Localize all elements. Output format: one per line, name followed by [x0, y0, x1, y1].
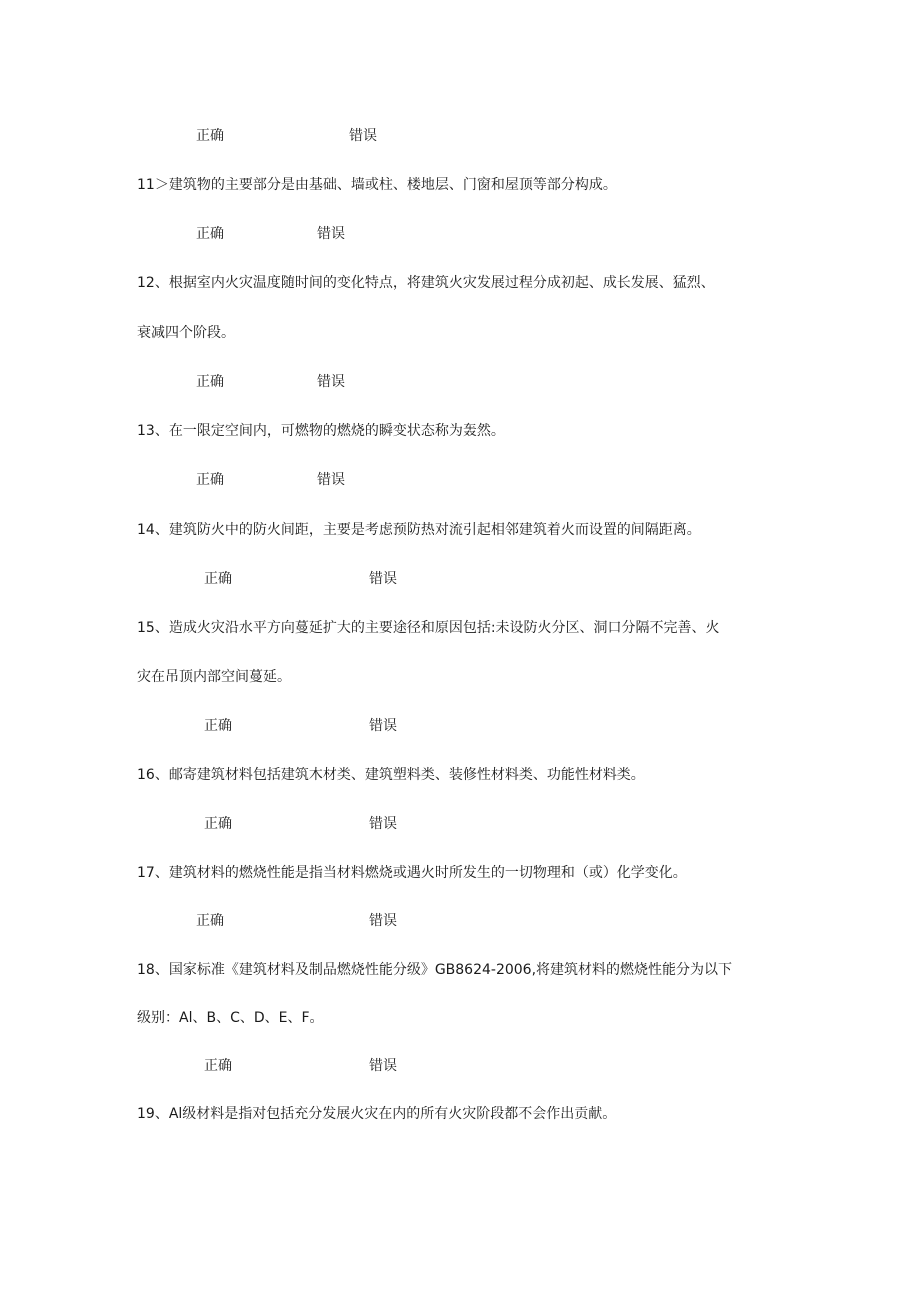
- question-15-continued: 灾在吊顶内部空间蔓延。: [137, 669, 291, 685]
- option-wrong[interactable]: 错误: [369, 571, 397, 587]
- question-16: 16、邮寄建筑材料包括建筑木材类、建筑塑料类、装修性材料类、功能性材料类。: [137, 767, 645, 783]
- option-correct[interactable]: 正确: [204, 718, 232, 734]
- option-wrong[interactable]: 错误: [369, 816, 397, 832]
- question-18-continued: 级别：Al、B、C、D、E、F。: [137, 1010, 324, 1026]
- question-17: 17、建筑材料的燃烧性能是指当材料燃烧或遇火时所发生的一切物理和（或）化学变化。: [137, 865, 687, 881]
- option-correct[interactable]: 正确: [196, 226, 224, 242]
- question-19: 19、Al级材料是指对包括充分发展火灾在内的所有火灾阶段都不会作出贡献。: [137, 1106, 617, 1122]
- question-15: 15、造成火灾沿水平方向蔓延扩大的主要途径和原因包括:未设防火分区、洞口分隔不完善、火: [137, 620, 720, 636]
- option-correct[interactable]: 正确: [204, 1058, 232, 1074]
- option-wrong[interactable]: 错误: [369, 718, 397, 734]
- option-wrong[interactable]: 错误: [369, 1058, 397, 1074]
- option-wrong[interactable]: 错误: [317, 472, 345, 488]
- option-correct[interactable]: 正确: [196, 374, 224, 390]
- question-12: 12、根据室内火灾温度随时间的变化特点，将建筑火灾发展过程分成初起、成长发展、猛烈、: [137, 275, 715, 291]
- option-correct[interactable]: 正确: [196, 472, 224, 488]
- option-wrong[interactable]: 错误: [349, 128, 377, 144]
- option-correct[interactable]: 正确: [196, 913, 224, 929]
- question-13: 13、在一限定空间内，可燃物的燃烧的瞬变状态称为轰然。: [137, 423, 505, 439]
- option-correct[interactable]: 正确: [204, 571, 232, 587]
- option-correct[interactable]: 正确: [196, 128, 224, 144]
- question-14: 14、建筑防火中的防火间距，主要是考虑预防热对流引起相邻建筑着火而设置的间隔距离。: [137, 522, 701, 538]
- option-wrong[interactable]: 错误: [317, 226, 345, 242]
- option-wrong[interactable]: 错误: [369, 913, 397, 929]
- option-wrong[interactable]: 错误: [317, 374, 345, 390]
- question-12-continued: 衰减四个阶段。: [137, 325, 235, 341]
- option-correct[interactable]: 正确: [204, 816, 232, 832]
- question-18: 18、国家标准《建筑材料及制品燃烧性能分级》GB8624-2006,将建筑材料的燃烧性能分为以下: [137, 962, 733, 978]
- question-11: 11＞建筑物的主要部分是由基础、墙或柱、楼地层、门窗和屋顶等部分构成。: [137, 177, 617, 193]
